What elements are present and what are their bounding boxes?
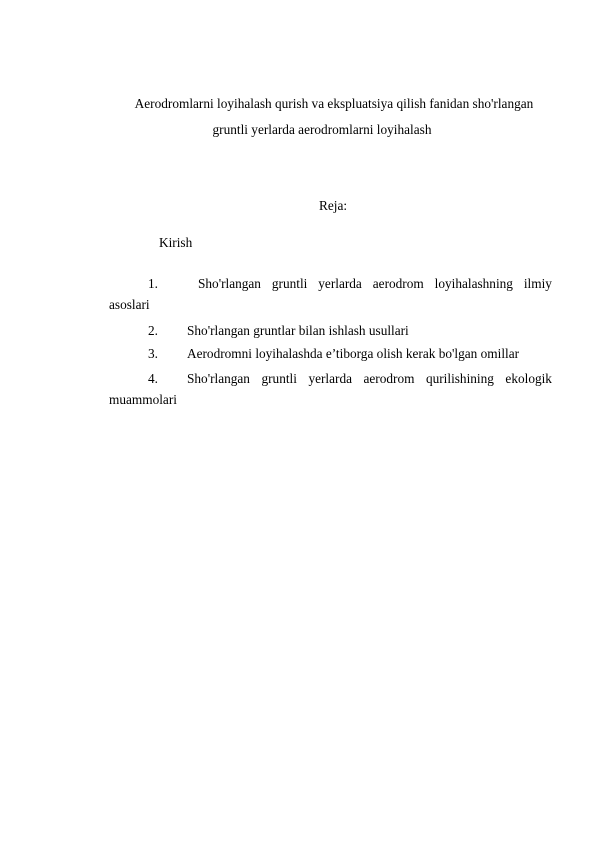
toc-item-2: [109, 320, 552, 341]
toc-word: Sho'rlangan: [187, 371, 250, 386]
toc-item-text: [187, 368, 552, 389]
plan-heading: Reja:: [319, 198, 348, 213]
toc-item-number: 4.: [148, 371, 158, 386]
toc-item-text: Sho'rlangan gruntlar bilan ishlash usullari: [187, 323, 409, 338]
toc-item-text: Aerodromni loyihalashda e’tiborga olish kerak bo'lgan omillar: [187, 346, 520, 361]
toc-word: gruntli: [261, 371, 297, 386]
toc-word: qurilishining: [425, 371, 494, 386]
toc-word: yerlarda: [308, 371, 352, 386]
toc-word: ilmiy: [523, 276, 552, 291]
toc-intro: Kirish: [159, 235, 193, 250]
toc-item-continuation: muammolari: [109, 392, 177, 407]
toc-item-3: [109, 343, 552, 364]
toc-item-number: 3.: [148, 346, 158, 361]
toc-item-text: [198, 273, 552, 294]
document-title-line-2: gruntli yerlarda aerodromlarni loyihalash: [212, 122, 432, 137]
toc-item-1: [109, 273, 552, 315]
document-title-line-1: Aerodromlarni loyihalash qurish va ekspluatsiya qilish fanidan sho'rlangan: [134, 96, 534, 111]
toc-item-4: [109, 368, 552, 410]
toc-word: yerlarda: [318, 276, 362, 291]
toc-word: gruntli: [271, 276, 308, 291]
toc-item-number: 1.: [148, 276, 158, 291]
toc-item-number: 2.: [148, 323, 158, 338]
toc-word: aerodrom: [372, 276, 424, 291]
toc-word: ekologik: [505, 371, 552, 386]
toc-word: aerodrom: [363, 371, 415, 386]
toc-item-continuation: asoslari: [109, 297, 150, 312]
toc-word: Sho'rlangan: [198, 276, 261, 291]
toc-word: loyihalashning: [434, 276, 513, 291]
